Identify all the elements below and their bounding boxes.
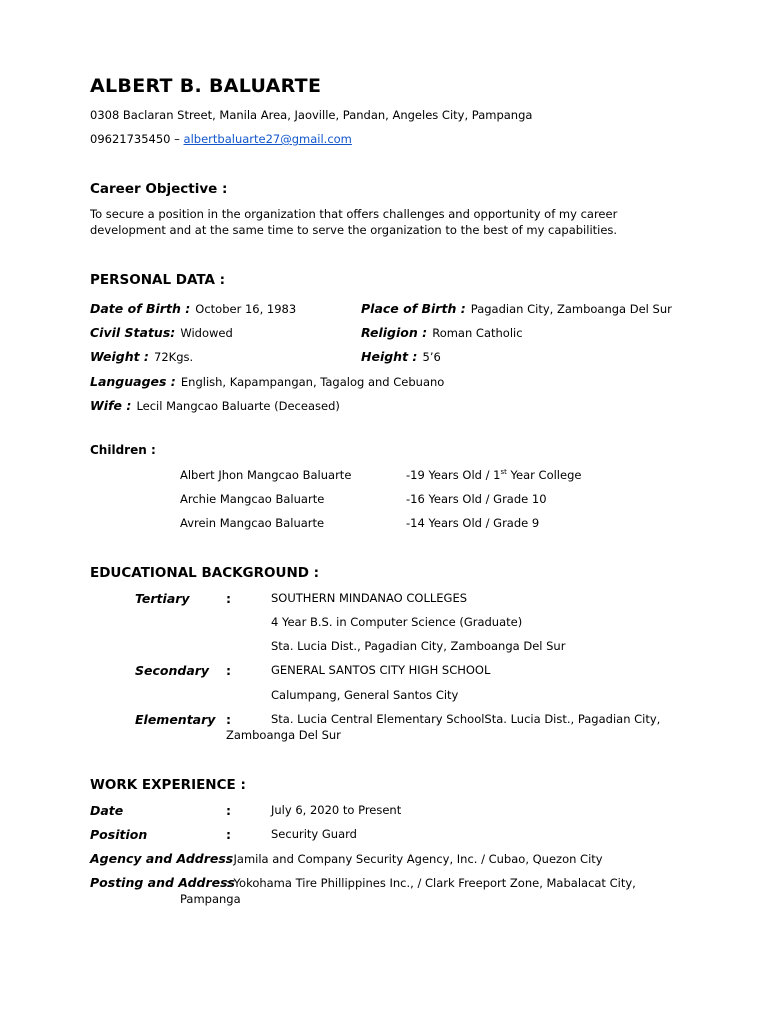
- posting-label: Posting and Address: [90, 875, 235, 890]
- work-date-colon: :: [226, 803, 231, 818]
- dob-label: Date of Birth :: [90, 301, 191, 316]
- height-row: [361, 346, 441, 365]
- secondary-colon: :: [226, 663, 231, 678]
- elementary-label: Elementary: [135, 712, 216, 727]
- religion-label: Religion :: [361, 325, 428, 340]
- agency-label: Agency and Address: [90, 851, 234, 866]
- posting-line-2: Pampanga: [180, 892, 241, 906]
- weight-label: Weight :: [90, 349, 149, 364]
- posting-line-1: : Yokohama Tire Phillippines Inc., / Clark Freeport Zone, Mabalacat City,: [226, 876, 636, 890]
- religion-row: [361, 322, 523, 341]
- languages-label: Languages :: [90, 374, 176, 389]
- tertiary-label: Tertiary: [135, 591, 190, 606]
- child-info: -16 Years Old / Grade 10: [406, 492, 547, 506]
- work-experience-heading: WORK EXPERIENCE :: [90, 777, 246, 793]
- applicant-name: ALBERT B. BALUARTE: [90, 75, 322, 97]
- work-position-label: Position: [90, 827, 148, 842]
- languages-row: [90, 371, 444, 390]
- career-objective-heading: Career Objective :: [90, 181, 228, 197]
- agency-value: : Jamila and Company Security Agency, Inc. / Cubao, Quezon City: [226, 852, 603, 866]
- elementary-line-2: Zamboanga Del Sur: [226, 728, 341, 742]
- secondary-label: Secondary: [135, 663, 210, 678]
- elementary-colon: :: [226, 712, 231, 727]
- height-value: 5’6: [422, 350, 441, 364]
- children-heading: Children :: [90, 443, 156, 457]
- civil-status-row: [90, 322, 233, 341]
- phone-number: 09621735450 –: [90, 132, 180, 146]
- child-info: -14 Years Old / Grade 9: [406, 516, 540, 530]
- dob-row: [90, 298, 296, 317]
- child-name: Archie Mangcao Baluarte: [180, 492, 325, 506]
- education-heading: EDUCATIONAL BACKGROUND :: [90, 565, 320, 581]
- wife-row: [90, 395, 340, 414]
- civil-status-label: Civil Status:: [90, 325, 176, 340]
- work-date-label: Date: [90, 803, 124, 818]
- objective-line-1: To secure a position in the organization that offers challenges and opportunity of my career: [90, 207, 618, 221]
- contact-line: [90, 132, 352, 146]
- dob-value: October 16, 1983: [195, 302, 297, 316]
- wife-label: Wife :: [90, 398, 132, 413]
- tertiary-address: Sta. Lucia Dist., Pagadian City, Zamboanga Del Sur: [271, 639, 566, 653]
- languages-value: English, Kapampangan, Tagalog and Cebuano: [180, 375, 445, 389]
- civil-status-value: Widowed: [180, 326, 233, 340]
- personal-data-heading: PERSONAL DATA :: [90, 272, 226, 288]
- work-position-colon: :: [226, 827, 231, 842]
- work-position-value: Security Guard: [271, 827, 357, 841]
- weight-value: 72Kgs.: [154, 350, 194, 364]
- religion-value: Roman Catholic: [432, 326, 523, 340]
- pob-row: [361, 298, 672, 317]
- secondary-school: GENERAL SANTOS CITY HIGH SCHOOL: [271, 663, 491, 677]
- secondary-address: Calumpang, General Santos City: [271, 688, 459, 702]
- tertiary-school: SOUTHERN MINDANAO COLLEGES: [271, 591, 468, 605]
- child-info: -19 Years Old / 1st Year College: [406, 468, 582, 482]
- objective-line-2: development and at the same time to serve the organization to the best of my capabilities.: [90, 223, 618, 237]
- weight-row: [90, 346, 193, 365]
- wife-value: Lecil Mangcao Baluarte (Deceased): [136, 399, 340, 413]
- child-name: Albert Jhon Mangcao Baluarte: [180, 468, 352, 482]
- email-link[interactable]: albertbaluarte27@gmail.com: [183, 132, 352, 146]
- tertiary-colon: :: [226, 591, 231, 606]
- child-name: Avrein Mangcao Baluarte: [180, 516, 325, 530]
- pob-label: Place of Birth :: [361, 301, 466, 316]
- pob-value: Pagadian City, Zamboanga Del Sur: [470, 302, 672, 316]
- address-line: 0308 Baclaran Street, Manila Area, Jaoville, Pandan, Angeles City, Pampanga: [90, 108, 533, 122]
- elementary-line-1: Sta. Lucia Central Elementary SchoolSta. Lucia Dist., Pagadian City,: [271, 712, 661, 726]
- work-date-value: July 6, 2020 to Present: [271, 803, 402, 817]
- tertiary-course: 4 Year B.S. in Computer Science (Graduate): [271, 615, 523, 629]
- height-label: Height :: [361, 349, 418, 364]
